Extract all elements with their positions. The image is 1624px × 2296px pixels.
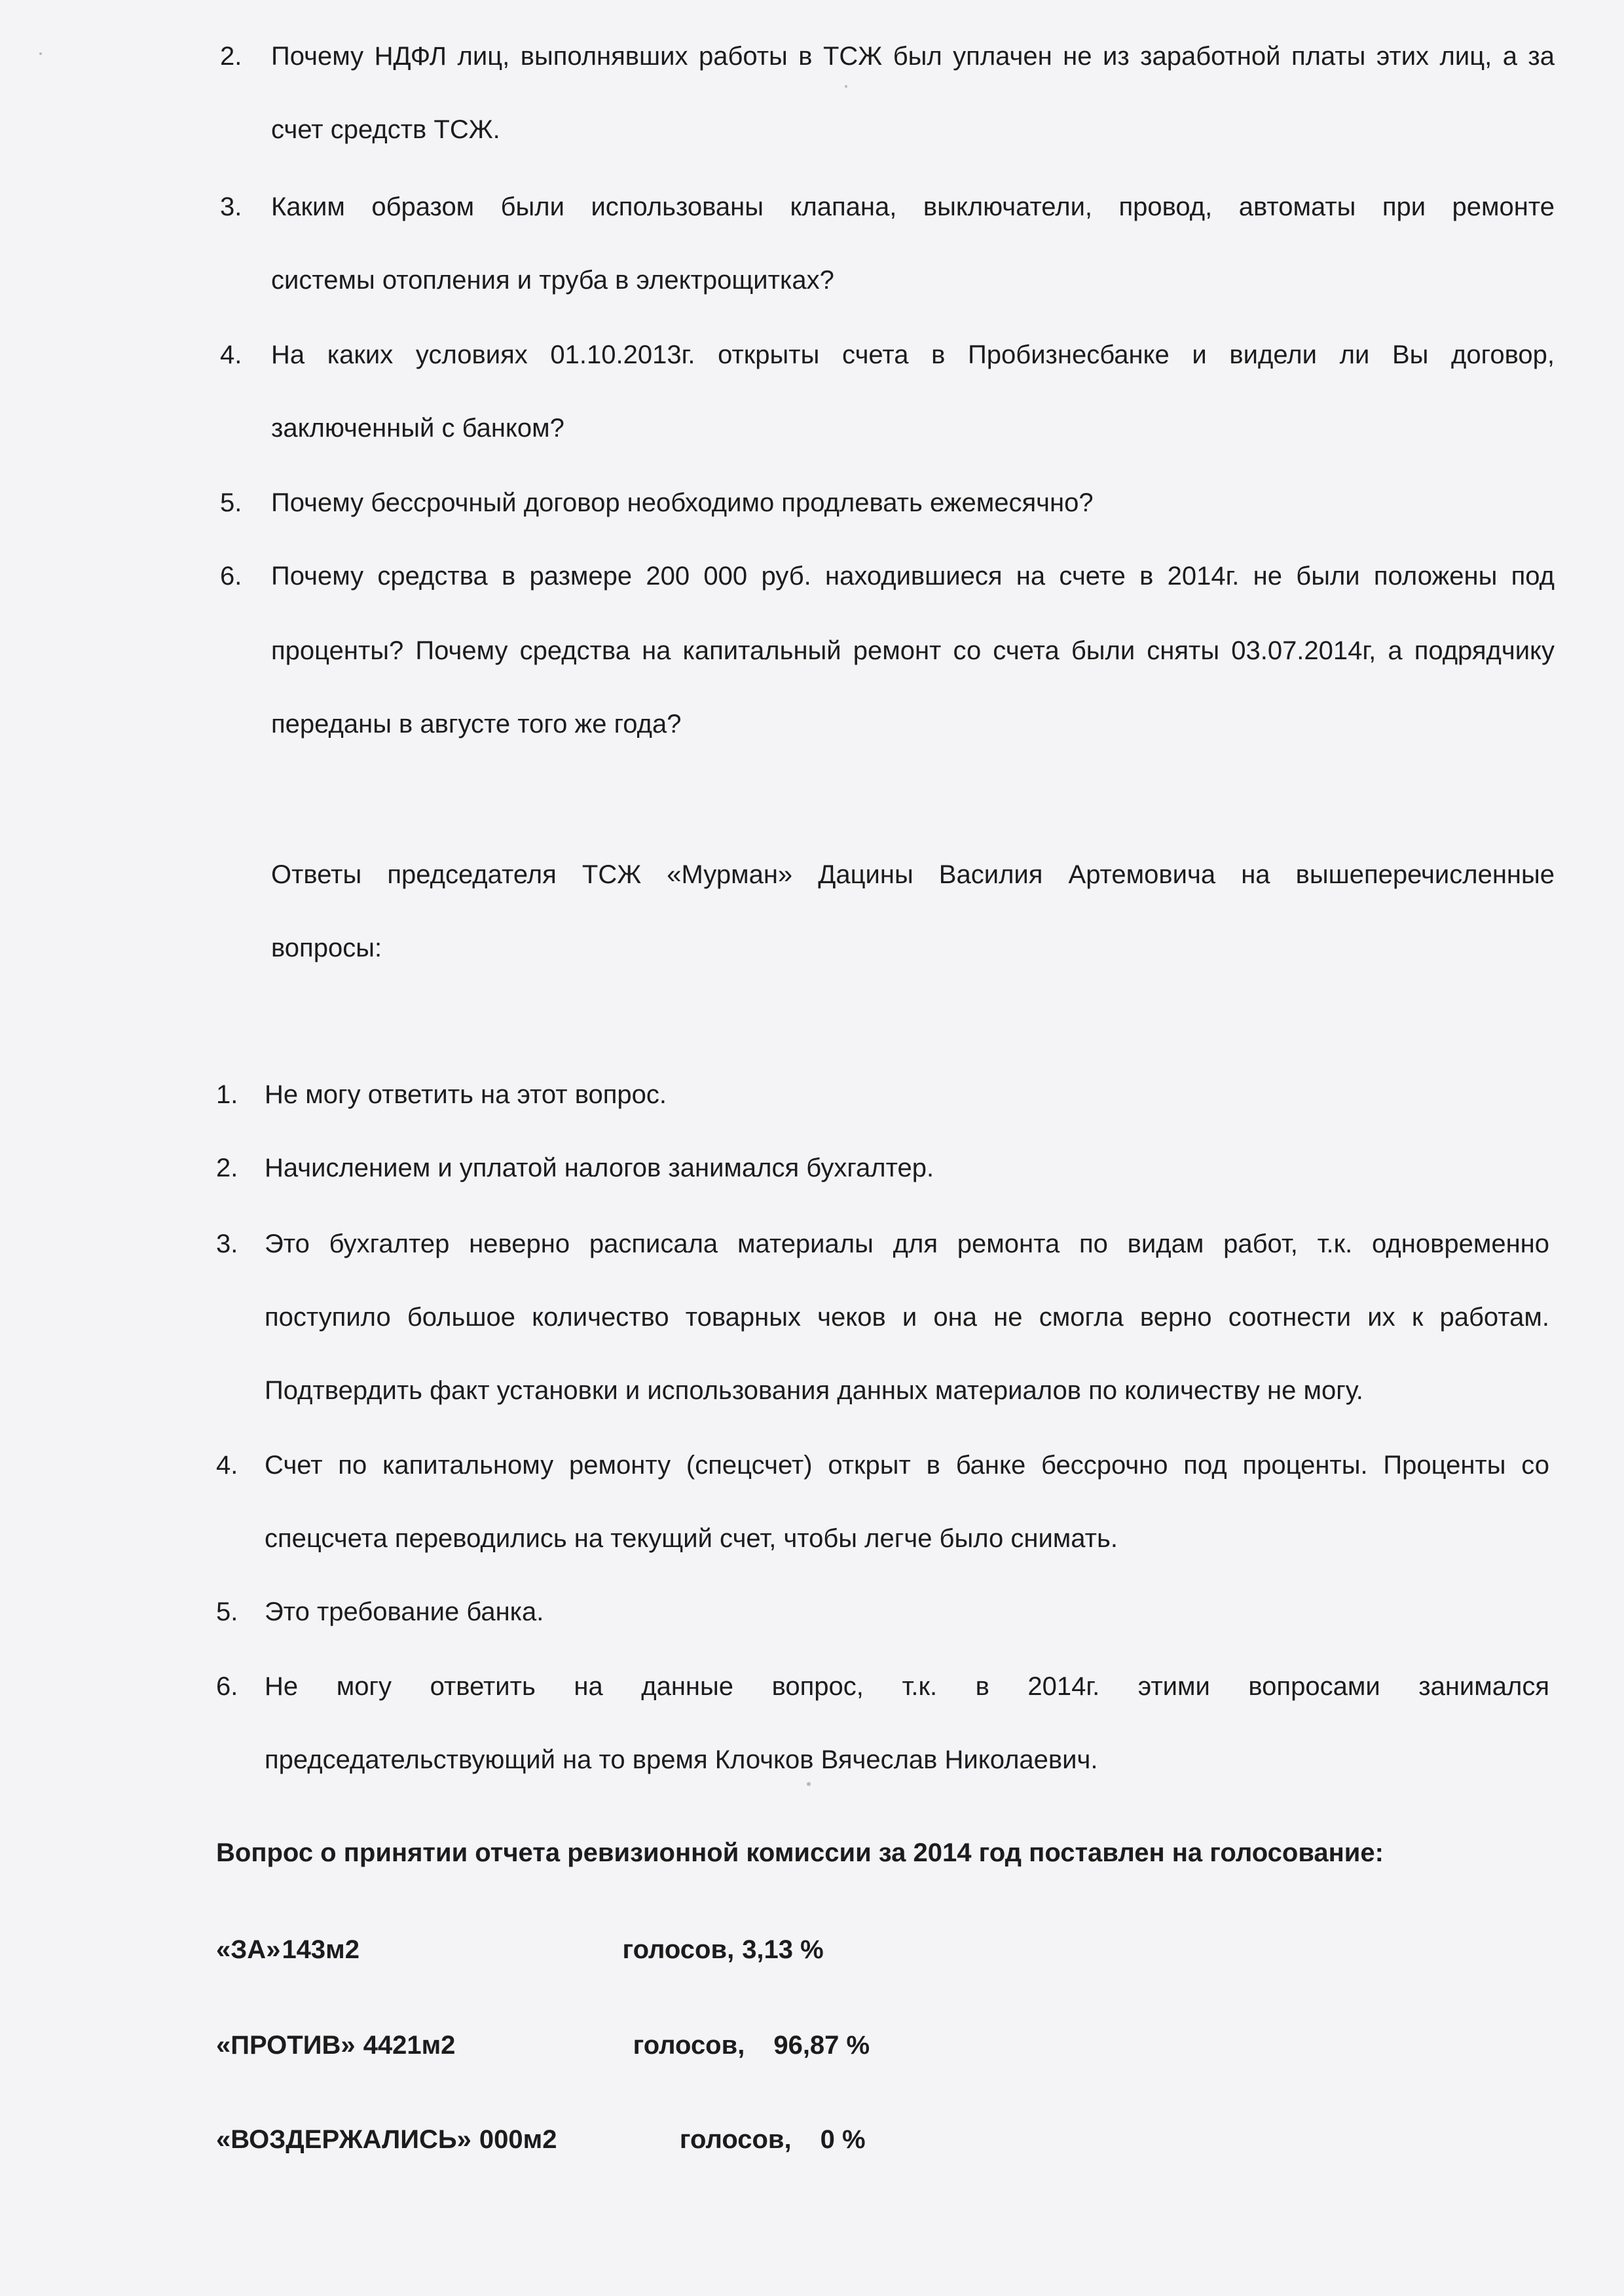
question-line: системы отопления и труба в электрощитках? (271, 266, 834, 295)
answers-intro-line: вопросы: (271, 934, 382, 962)
answer-line: спецсчета переводились на текущий счет, чтобы легче было снимать. (265, 1524, 1118, 1553)
answer-line: поступило большое количество товарных чеков и она не смогла верно соотнести их к работам. (265, 1303, 1549, 1332)
answer-line: Счет по капитальному ремонту (спецсчет) открыт в банке бессрочно под проценты. Проценты со (265, 1451, 1549, 1480)
question-line: Почему бессрочный договор необходимо продлевать ежемесячно? (271, 488, 1094, 517)
answer-line: Это бухгалтер неверно расписала материалы для ремонта по видам работ, т.к. одновременно (265, 1230, 1549, 1258)
answer-number: 4. (216, 1451, 238, 1480)
answer-number: 1. (216, 1080, 238, 1109)
question-line: проценты? Почему средства на капитальный ремонт со счета были сняты 03.07.2014г, а подрядчику (271, 636, 1555, 665)
vote-row-for (216, 1931, 871, 1968)
vote-heading: Вопрос о принятии отчета ревизионной комиссии за 2014 год поставлен на голосование: (216, 1838, 1384, 1867)
vote-word: голосов, (622, 1935, 735, 1964)
vote-area: 4421м2 (363, 2031, 456, 2060)
answer-line: председательствующий на то время Клочков Вячеслав Николаевич. (265, 1745, 1098, 1774)
vote-label: «ВОЗДЕРЖАЛИСЬ» (216, 2125, 471, 2154)
question-number: 5. (220, 488, 242, 517)
vote-area: 143м2 (282, 1935, 360, 1964)
answer-number: 2. (216, 1154, 238, 1182)
answer-line: Подтвердить факт установки и использования данных материалов по количеству не могу. (265, 1376, 1363, 1405)
question-number: 6. (220, 562, 242, 591)
vote-word: голосов, (679, 2125, 792, 2154)
question-line: переданы в августе того же года? (271, 710, 682, 738)
question-number: 4. (220, 340, 242, 369)
vote-word: голосов, (633, 2031, 745, 2060)
answer-line: Начислением и уплатой налогов занимался бухгалтер. (265, 1154, 934, 1182)
answer-number: 6. (216, 1672, 238, 1701)
vote-underline (357, 2027, 870, 2064)
vote-label: «ПРОТИВ» (216, 2031, 356, 2060)
vote-row-against (216, 2027, 870, 2064)
answers-intro-line: Ответы председателя ТСЖ «Мурман» Дацины Василия Артемовича на вышеперечисленные (271, 860, 1555, 889)
question-line: На каких условиях 01.10.2013г. открыты счета в Пробизнесбанке и видели ли Вы договор, (271, 340, 1555, 369)
question-line: Каким образом были использованы клапана, выключатели, провод, автоматы при ремонте (271, 192, 1555, 221)
vote-percent: 0 % (820, 2125, 866, 2154)
vote-label: «ЗА» (216, 1935, 281, 1964)
question-line: заключенный с банком? (271, 414, 564, 443)
vote-percent: 3,13 % (742, 1935, 824, 1964)
question-line: счет средств ТСЖ. (271, 115, 500, 144)
vote-underline (282, 1931, 871, 1968)
question-line: Почему НДФЛ лиц, выполнявших работы в ТСЖ был уплачен не из заработной платы этих лиц, а за (271, 42, 1555, 71)
vote-underline (473, 2121, 866, 2158)
scan-speck (39, 52, 42, 55)
question-number: 3. (220, 192, 242, 221)
answer-number: 5. (216, 1597, 238, 1626)
question-line: Почему средства в размере 200 000 руб. находившиеся на счете в 2014г. не были положены под (271, 562, 1555, 591)
answer-line: Не могу ответить на данные вопрос, т.к. в 2014г. этими вопросами занимался (265, 1672, 1549, 1701)
answer-line: Не могу ответить на этот вопрос. (265, 1080, 667, 1109)
answer-line: Это требование банка. (265, 1597, 544, 1626)
scan-speck (845, 85, 847, 88)
vote-percent: 96,87 % (773, 2031, 870, 2060)
scan-speck (807, 1782, 811, 1786)
vote-row-abstained (216, 2121, 866, 2158)
question-number: 2. (220, 42, 242, 71)
vote-area: 000м2 (479, 2125, 557, 2154)
answer-number: 3. (216, 1230, 238, 1258)
